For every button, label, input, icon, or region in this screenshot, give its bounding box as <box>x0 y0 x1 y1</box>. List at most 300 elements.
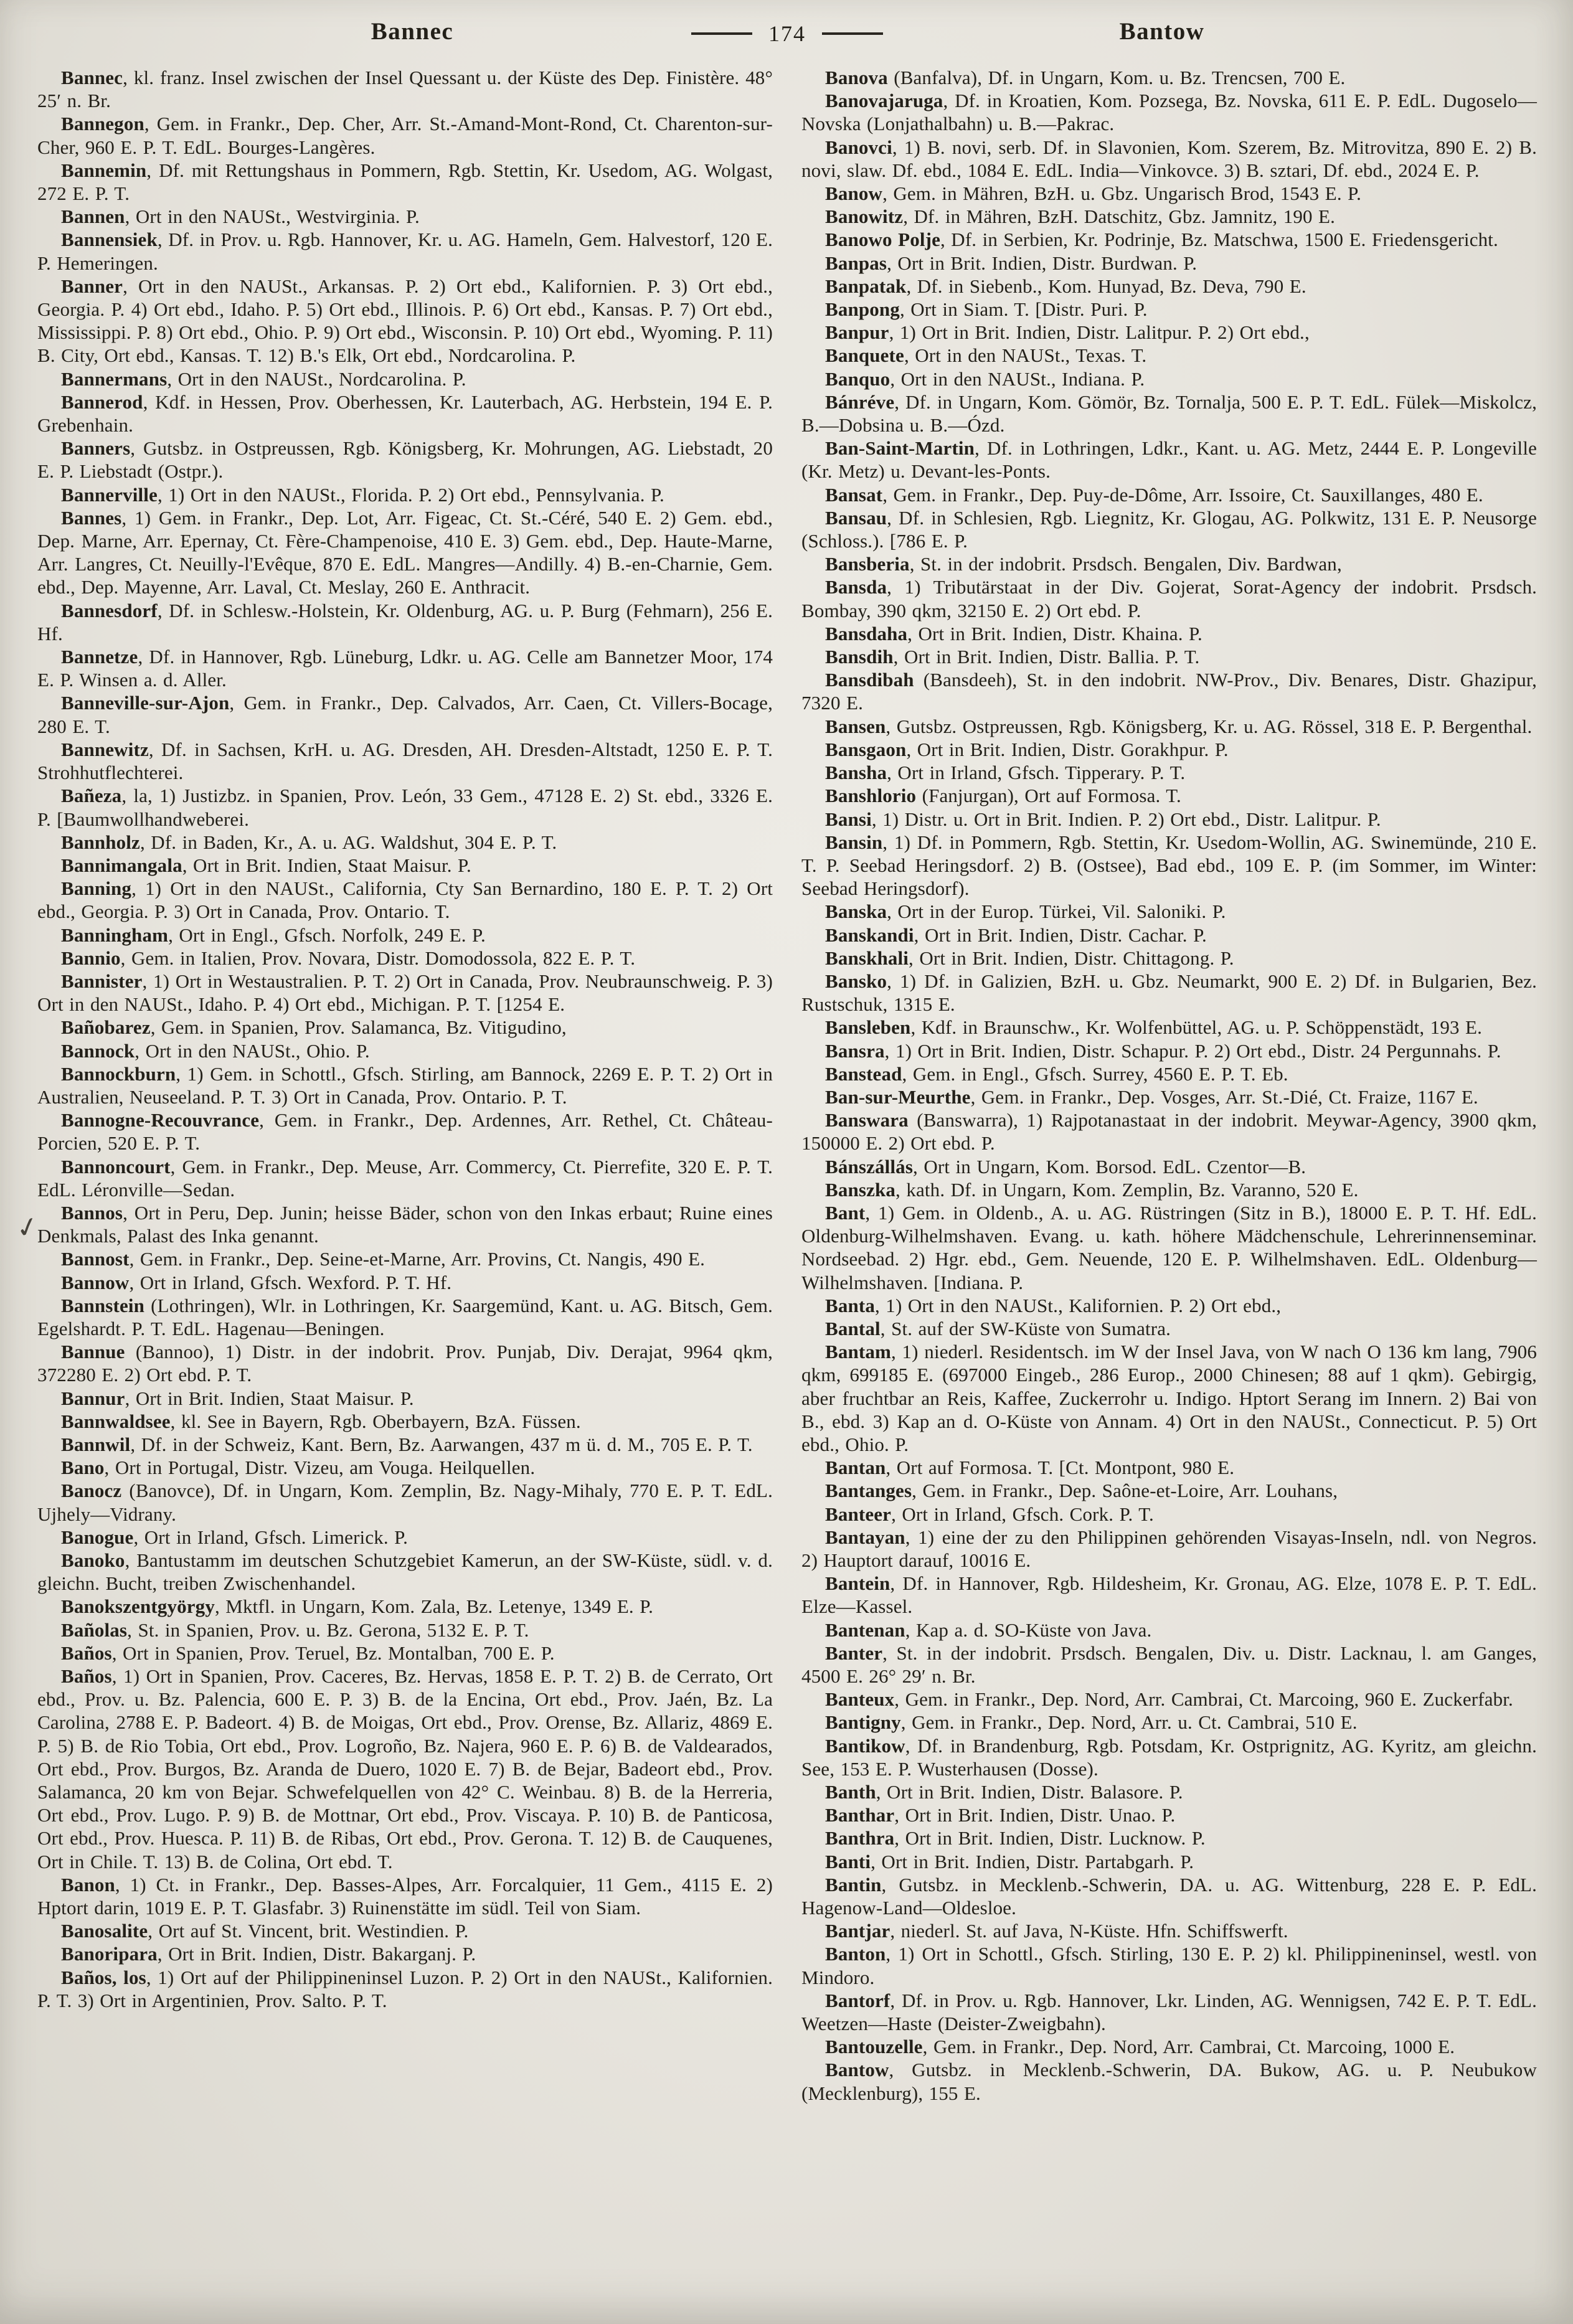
entry-text: , Ort in der Europ. Türkei, Vil. Saloniki. P. <box>887 900 1226 923</box>
entry-text: , 1) Tributärstaat in der Div. Gojerat, Sorat-Agency der indobrit. Prsdsch. Bombay, 390 qkm, 32150 E. 2) Ort ebd. P. <box>801 576 1537 621</box>
entry-text: , St. in der indobrit. Prsdsch. Bengalen, Div. u. Distr. Lacknau, l. am Ganges, 4500 E. 26° 29′ n. Br. <box>801 1641 1537 1688</box>
text-columns <box>37 66 1537 2105</box>
entry-headword: Banteux <box>825 1688 895 1711</box>
dictionary-entry <box>801 1850 1537 1873</box>
entry-text: , Gem. in Frankr., Dep. Nord, Arr. u. Ct. Cambrai, 510 E. <box>900 1711 1358 1734</box>
entry-text: , Gutsbz. in Mecklenb.-Schwerin, DA. Bukow, AG. u. P. Neubukow (Mecklenburg), 155 E. <box>801 2059 1537 2104</box>
entry-text: , Ort in Brit. Indien, Distr. Chittagong. P. <box>909 947 1234 969</box>
entry-headword: Banth <box>825 1781 876 1803</box>
entry-headword: Bañolas <box>61 1618 128 1641</box>
dictionary-entry <box>37 784 773 830</box>
entry-text: , Gem. in Frankr., Dep. Nord, Arr. Cambrai, Ct. Marcoing, 960 E. Zuckerfabr. <box>894 1688 1513 1711</box>
entry-headword: Banszka <box>825 1178 896 1201</box>
entry-headword: Banovci <box>825 136 892 158</box>
entry-headword: Bannwil <box>61 1433 131 1455</box>
dictionary-entry <box>37 1247 773 1270</box>
entry-text: , Ort auf St. Vincent, brit. Westindien. P. <box>148 1920 469 1942</box>
entry-headword: Banton <box>825 1943 886 1965</box>
entry-text: , 1) eine der zu den Philippinen gehörenden Visayas-Inseln, ndl. von Negros. 2) Hauptort darauf, 10016 E. <box>801 1526 1537 1571</box>
entry-headword: Bantin <box>825 1873 882 1896</box>
dictionary-entry <box>37 645 773 691</box>
dictionary-entry <box>37 1039 773 1062</box>
dictionary-entry <box>37 390 773 437</box>
entry-headword: Bantam <box>825 1341 891 1363</box>
entry-text: , 1) Distr. u. Ort in Brit. Indien. P. 2) Ort ebd., Distr. Lalitpur. P. <box>871 808 1381 830</box>
entry-text: , Df. in Ungarn, Kom. Gömör, Bz. Tornalja, 500 E. P. T. EdL. Fülek—Miskolcz, B.—Dobsina u. B.—Ózd. <box>801 390 1537 437</box>
entry-headword: Bannockburn <box>61 1062 176 1085</box>
entry-headword: Bannes <box>61 506 122 529</box>
entry-headword: Bantow <box>825 2059 889 2081</box>
entry-headword: Bansleben <box>825 1016 911 1039</box>
entry-headword: Banow <box>825 182 883 205</box>
entry-text: , 1) Ort in den NAUSt., California, Cty San Bernardino, 180 E. P. T. 2) Ort ebd., Georgia. P. 3) Ort in Canada, Prov. Ontario. T. <box>37 877 773 923</box>
dictionary-entry <box>37 1433 773 1456</box>
dictionary-entry <box>37 877 773 923</box>
entry-text: , St. in der indobrit. Prsdsch. Bengalen, Div. Bardwan, <box>909 553 1342 575</box>
entry-headword: Banpas <box>825 252 887 274</box>
dictionary-entry <box>801 321 1537 344</box>
entry-text: , Gem. in Mähren, BzH. u. Gbz. Ungarisch Brod, 1543 E. P. <box>882 182 1362 205</box>
running-head <box>37 17 1537 56</box>
entry-headword: Banthar <box>825 1804 895 1826</box>
entry-text: , St. auf der SW-Küste von Sumatra. <box>880 1317 1171 1339</box>
entry-headword: Bansdih <box>825 646 894 668</box>
entry-headword: Bannock <box>61 1039 135 1062</box>
entry-text: , 1) Ort in den NAUSt., Kalifornien. P. 2) Ort ebd., <box>875 1294 1282 1316</box>
entry-headword: Bannio <box>61 947 121 969</box>
entry-headword: Banogue <box>61 1526 134 1548</box>
dictionary-entry <box>801 1108 1537 1155</box>
entry-text: , Ort in Peru, Dep. Junin; heisse Bäder, schon von den Inkas erbaut; Ruine eines Denkmals, Palast des Inka genannt. <box>37 1201 773 1247</box>
entry-headword: Bannos <box>61 1201 123 1224</box>
entry-text: , Gutsbz. in Mecklenb.-Schwerin, DA. u. AG. Wittenburg, 228 E. P. EdL. Hagenow-Land—Oldesloe. <box>801 1873 1537 1919</box>
entry-headword: Banthra <box>825 1827 895 1849</box>
entry-text: , Gem. in Frankr., Dep. Calvados, Arr. Caen, Ct. Villers-Bocage, 280 E. T. <box>37 692 773 737</box>
entry-text: , Ort in Irland, Gfsch. Wexford. P. T. Hf. <box>129 1271 452 1293</box>
entry-headword: Bánréve <box>825 390 895 413</box>
dictionary-entry <box>37 1966 773 2012</box>
entry-text: , Bantustamm im deutschen Schutzgebiet Kamerun, an der SW-Küste, südl. v. d. gleichn. Bucht, treiben Zwischenhandel. <box>37 1549 773 1595</box>
dictionary-entry <box>37 1271 773 1294</box>
entry-headword: Banneville-sur-Ajon <box>61 692 230 714</box>
dictionary-entry <box>801 89 1537 135</box>
entry-text: , Ort in Portugal, Distr. Vizeu, am Vouga. Heilquellen. <box>104 1457 536 1479</box>
dictionary-entry <box>801 483 1537 506</box>
entry-headword: Banquete <box>825 344 904 367</box>
entry-text: , kath. Df. in Ungarn, Kom. Zemplin, Bz. Varanno, 520 E. <box>895 1178 1359 1201</box>
dictionary-entry <box>801 344 1537 367</box>
dictionary-entry <box>37 1410 773 1433</box>
dictionary-entry <box>801 390 1537 437</box>
entry-text: , 1) Df. in Pommern, Rgb. Stettin, Kr. Usedom-Wollin, AG. Swinemünde, 210 E. T. P. Seebad Heringsdorf. 2) B. (Ostsee), Bad ebd., 109 E. P. (im Sommer, im Winter: Seebad Heringsdorf). <box>801 831 1537 900</box>
running-head-left <box>37 17 787 45</box>
dictionary-entry <box>801 1688 1537 1711</box>
dictionary-entry <box>37 1294 773 1340</box>
entry-text: , Df. in Hannover, Rgb. Lüneburg, Ldkr. u. AG. Celle am Bannetzer Moor, 174 E. P. Winsen a. d. Aller. <box>37 646 773 691</box>
entry-headword: Baños <box>61 1665 112 1688</box>
entry-text: , 1) Df. in Galizien, BzH. u. Gbz. Neumarkt, 900 E. 2) Df. in Bulgarien, Bez. Rustschuk, 1315 E. <box>801 970 1537 1016</box>
entry-headword: Banskandi <box>825 923 914 946</box>
entry-headword: Banta <box>825 1294 875 1316</box>
dictionary-entry <box>801 1479 1537 1502</box>
entry-text: , 1) Ort in den NAUSt., Florida. P. 2) Ort ebd., Pennsylvania. P. <box>157 483 664 506</box>
entry-headword: Bannec <box>61 67 123 88</box>
dictionary-entry <box>801 900 1537 923</box>
dictionary-entry <box>801 1456 1537 1479</box>
dictionary-entry <box>37 970 773 1016</box>
entry-headword: Banowo Polje <box>825 229 940 251</box>
entry-headword: Bansat <box>825 483 883 506</box>
entry-headword: Bannegon <box>61 113 144 135</box>
dictionary-entry <box>801 575 1537 621</box>
entry-headword: Bant <box>825 1201 866 1224</box>
entry-text: , Ort in Brit. Indien, Distr. Burdwan. P. <box>887 252 1197 274</box>
dictionary-entry <box>801 1942 1537 1988</box>
dictionary-entry <box>37 1456 773 1479</box>
dictionary-entry <box>37 205 773 228</box>
dictionary-entry <box>801 1572 1537 1618</box>
entry-headword: Bansdaha <box>825 622 908 645</box>
entry-headword: Bansberia <box>825 553 910 575</box>
entry-text: , Ort in den NAUSt., Westvirginia. P. <box>125 205 420 228</box>
dictionary-entry <box>37 1919 773 1942</box>
dictionary-entry <box>37 367 773 390</box>
dictionary-entry <box>801 1294 1537 1317</box>
entry-text: , Ort in den NAUSt., Nordcarolina. P. <box>167 367 466 390</box>
dictionary-entry <box>37 1618 773 1641</box>
entry-text: , St. in Spanien, Prov. u. Bz. Gerona, 5132 E. P. T. <box>127 1618 529 1641</box>
right-column <box>801 66 1537 2105</box>
entry-headword: Bannimangala <box>61 854 182 876</box>
dictionary-entry <box>37 1387 773 1410</box>
entry-text: (Bansdeeh), St. in den indobrit. NW-Prov., Div. Benares, Distr. Ghazipur, 7320 E. <box>801 669 1537 714</box>
entry-headword: Bantanges <box>825 1480 912 1502</box>
dictionary-entry <box>801 1503 1537 1526</box>
dictionary-entry <box>37 1873 773 1919</box>
entry-text: , Ort in den NAUSt., Indiana. P. <box>890 367 1145 390</box>
entry-text: , 1) Ct. in Frankr., Dep. Basses-Alpes, Arr. Forcalquier, 11 Gem., 4115 E. 2) Hptort darin, 1019 E. P. T. Glasfabr. 3) Ruinenstätte im südl. Teil von Siam. <box>37 1873 773 1919</box>
entry-headword: Banpatak <box>825 275 907 297</box>
entry-text: , Ort in Engl., Gfsch. Norfolk, 249 E. P. <box>168 923 486 946</box>
dictionary-entry <box>801 668 1537 714</box>
dictionary-entry <box>801 970 1537 1016</box>
left-rule <box>691 32 752 35</box>
entry-text: , Ort in Brit. Indien, Distr. Khaina. P. <box>907 622 1202 645</box>
dictionary-entry <box>801 2035 1537 2058</box>
entry-headword: Bañeza <box>61 785 122 807</box>
entry-headword: Bannur <box>61 1387 125 1409</box>
entry-text: , kl. franz. Insel zwischen der Insel Quessant u. der Küste des Dep. Finistère. 48° 25′ n. Br. <box>37 67 773 112</box>
dictionary-entry <box>37 923 773 947</box>
entry-headword: Banning <box>61 877 132 900</box>
entry-headword: Bantigny <box>825 1711 901 1734</box>
entry-headword: Bánszállás <box>825 1155 914 1178</box>
entry-text: , Ort in Brit. Indien, Distr. Unao. P. <box>894 1804 1176 1826</box>
entry-text: , Ort in Brit. Indien, Distr. Balasore. P. <box>876 1781 1183 1803</box>
entry-text: , 1) niederl. Residentsch. im W der Insel Java, von W nach O 136 km lang, 7906 qkm, 699185 E. (697000 Eingeb., 286 Europ., 2000 Chinesen; 88 auf 1 qkm). Gebirgig, aber fruchtbar an Reis, Kaffee, Zuckerrohr u. Indigo. Hptort Serang im Innern. 2) Bai von B., ebd. 3) Kap an d. O-Küste von Annam. 4) Ort in den NAUSt., Connecticut. P. 5) Ort ebd., Ohio. P. <box>801 1341 1537 1455</box>
dictionary-entry <box>37 159 773 205</box>
entry-text: , Df. in Siebenb., Kom. Hunyad, Bz. Deva, 790 E. <box>906 275 1306 297</box>
entry-text: , 1) Ort in Westaustralien. P. T. 2) Ort in Canada, Prov. Neubraunschweig. P. 3) Ort in den NAUSt., Idaho. P. 4) Ort ebd., Michigan. P. T. [1254 E. <box>37 970 773 1016</box>
entry-text: , Kdf. in Braunschw., Kr. Wolfenbüttel, AG. u. P. Schöppenstädt, 193 E. <box>910 1016 1483 1039</box>
entry-text: , Mktfl. in Ungarn, Kom. Zala, Bz. Letenye, 1349 E. P. <box>214 1595 654 1618</box>
entry-text: , Df. in Baden, Kr., A. u. AG. Waldshut, 304 E. P. T. <box>139 831 557 853</box>
entry-text: , Gutsbz. Ostpreussen, Rgb. Königsberg, Kr. u. AG. Rössel, 318 E. P. Bergenthal. <box>886 715 1533 737</box>
entry-headword: Bañobarez <box>61 1016 151 1039</box>
entry-text: , Df. in Hannover, Rgb. Hildesheim, Kr. Gronau, AG. Elze, 1078 E. P. T. EdL. Elze—Kassel. <box>801 1572 1537 1618</box>
dictionary-entry <box>37 1641 773 1665</box>
entry-headword: Bannemin <box>61 159 147 181</box>
entry-text: , Ort in Brit. Indien, Distr. Gorakhpur. P. <box>906 738 1229 760</box>
entry-headword: Banovajaruga <box>825 90 943 112</box>
dictionary-entry <box>801 923 1537 947</box>
entry-headword: Ban-sur-Meurthe <box>825 1085 971 1108</box>
entry-headword: Bantenan <box>825 1618 905 1641</box>
dictionary-entry <box>801 437 1537 483</box>
entry-headword: Bantouzelle <box>825 2036 923 2058</box>
dictionary-entry <box>801 738 1537 761</box>
dictionary-entry <box>801 228 1537 251</box>
dictionary-entry <box>801 1178 1537 1201</box>
entry-text: , la, 1) Justizbz. in Spanien, Prov. León, 33 Gem., 47128 E. 2) St. ebd., 3326 E. P. [Baumwollhandweberei. <box>37 785 773 830</box>
entry-headword: Bannue <box>61 1341 125 1363</box>
dictionary-entry <box>801 1826 1537 1849</box>
entry-text: , Df. in Mähren, BzH. Datschitz, Gbz. Jamnitz, 190 E. <box>903 205 1336 228</box>
page-number: 174 <box>768 21 806 46</box>
entry-text: , Ort in Siam. T. [Distr. Puri. P. <box>899 298 1148 321</box>
dictionary-entry <box>37 1479 773 1525</box>
entry-headword: Bannesdorf <box>61 599 158 621</box>
entry-text: , Ort in Brit. Indien, Distr. Partabgarh. P. <box>871 1850 1194 1873</box>
entry-headword: Ban-Saint-Martin <box>825 437 975 460</box>
entry-text: (Banswarra), 1) Rajpotanastaat in der indobrit. Meywar-Agency, 3900 qkm, 150000 E. 2) Ort ebd. P. <box>801 1109 1537 1155</box>
entry-text: , Gem. in Frankr., Dep. Vosges, Arr. St.-Dié, Ct. Fraize, 1167 E. <box>970 1085 1478 1108</box>
first-headword-of-page: Bannec <box>371 18 454 45</box>
entry-headword: Banoko <box>61 1549 125 1571</box>
entry-headword: Banocz <box>61 1480 122 1502</box>
entry-headword: Bannetze <box>61 646 138 668</box>
entry-headword: Baños <box>61 1641 112 1664</box>
entry-headword: Banpur <box>825 321 889 344</box>
entry-text: , Df. in Lothringen, Ldkr., Kant. u. AG. Metz, 2444 E. P. Longeville (Kr. Metz) u. Devant-les-Ponts. <box>801 437 1537 483</box>
entry-headword: Bannister <box>61 970 143 992</box>
dictionary-entry <box>37 691 773 737</box>
entry-headword: Banti <box>825 1850 871 1873</box>
dictionary-entry <box>801 1526 1537 1572</box>
entry-text: , Gem. in Frankr., Dep. Cher, Arr. St.-Amand-Mont-Rond, Ct. Charenton-sur-Cher, 960 E. P. T. EdL. Bourges-Langères. <box>37 113 773 158</box>
entry-text: , Kap a. d. SO-Küste von Java. <box>905 1618 1152 1641</box>
dictionary-entry <box>37 1201 773 1247</box>
entry-text: , Ort in Brit. Indien, Distr. Lucknow. P. <box>894 1827 1206 1849</box>
dictionary-entry <box>801 1317 1537 1340</box>
entry-headword: Bannoncourt <box>61 1155 171 1178</box>
entry-text: , Gem. in Frankr., Dep. Meuse, Arr. Commercy, Ct. Pierrefite, 320 E. P. T. EdL. Léronville—Sedan. <box>37 1155 773 1201</box>
dictionary-entry <box>801 275 1537 298</box>
dictionary-entry <box>801 136 1537 182</box>
entry-text: , Gem. in Spanien, Prov. Salamanca, Bz. Vitigudino, <box>150 1016 567 1039</box>
dictionary-entry <box>801 1803 1537 1826</box>
entry-headword: Bannewitz <box>61 738 149 760</box>
dictionary-entry <box>801 552 1537 575</box>
dictionary-entry <box>801 645 1537 668</box>
entry-text: , 1) Ort in Schottl., Gfsch. Stirling, 130 E. P. 2) kl. Philippineninsel, westl. von Mindoro. <box>801 1943 1537 1988</box>
dictionary-entry <box>801 182 1537 205</box>
dictionary-entry <box>801 1873 1537 1919</box>
entry-headword: Bansdibah <box>825 669 914 691</box>
dictionary-entry <box>801 1201 1537 1294</box>
entry-text: , Df. in Serbien, Kr. Podrinje, Bz. Matschwa, 1500 E. Friedensgericht. <box>940 229 1498 251</box>
dictionary-entry <box>37 1665 773 1873</box>
entry-text: , Ort in den NAUSt., Ohio. P. <box>135 1039 370 1062</box>
entry-headword: Banners <box>61 437 131 460</box>
entry-headword: Bannow <box>61 1271 130 1293</box>
entry-headword: Bantein <box>825 1572 890 1595</box>
entry-text: , Gutsbz. in Ostpreussen, Rgb. Königsberg, Kr. Mohrungen, AG. Liebstadt, 20 E. P. Liebstadt (Ostpr.). <box>37 437 773 483</box>
entry-headword: Banosalite <box>61 1920 148 1942</box>
last-headword-of-page: Bantow <box>1119 18 1205 45</box>
entry-text: , Ort in Brit. Indien, Distr. Bakarganj. P. <box>157 1943 476 1965</box>
entry-headword: Bano <box>61 1457 105 1479</box>
entry-text: , Ort in Spanien, Prov. Teruel, Bz. Montalban, 700 E. P. <box>111 1641 555 1664</box>
entry-text: , Gem. in Engl., Gfsch. Surrey, 4560 E. P. T. Eb. <box>902 1062 1288 1085</box>
dictionary-entry <box>37 1595 773 1618</box>
entry-text: , Ort in den NAUSt., Arkansas. P. 2) Ort ebd., Kalifornien. P. 3) Ort ebd., Georgia. P. 4) Ort ebd., Idaho. P. 5) Ort ebd., Illinois. P. 6) Ort ebd., Kansas. P. 7) Ort ebd., Mississippi. P. 8) Ort ebd., Ohio. P. 9) Ort ebd., Wisconsin. P. 10) Ort ebd., Wyoming. P. 11) B. City, Ort ebd., Kansas. T. 12) B.'s Elk, Ort ebd., Nordcarolina. P. <box>37 275 773 367</box>
entry-headword: Bannwaldsee <box>61 1410 171 1432</box>
entry-text: , Df. in Schlesien, Rgb. Liegnitz, Kr. Glogau, AG. Polkwitz, 131 E. P. Neusorge (Schloss.). [786 E. P. <box>801 506 1537 552</box>
entry-headword: Bannogne-Recouvrance <box>61 1109 260 1131</box>
entry-headword: Banova <box>825 67 888 88</box>
dictionary-entry <box>801 205 1537 228</box>
entry-text: , Gem. in Frankr., Dep. Puy-de-Dôme, Arr. Issoire, Ct. Sauxillanges, 480 E. <box>882 483 1483 506</box>
dictionary-entry <box>801 1618 1537 1641</box>
dictionary-entry <box>37 1155 773 1201</box>
entry-headword: Banowitz <box>825 205 904 228</box>
entry-headword: Banter <box>825 1641 883 1664</box>
entry-headword: Bannen <box>61 205 125 228</box>
entry-text: (Banovce), Df. in Ungarn, Kom. Zemplin, Bz. Nagy-Mihaly, 770 E. P. T. EdL. Ujhely—Vidrany. <box>37 1480 773 1525</box>
dictionary-entry <box>37 854 773 877</box>
dictionary-entry <box>37 112 773 158</box>
entry-headword: Banska <box>825 900 887 923</box>
entry-text: , Df. in Schlesw.-Holstein, Kr. Oldenburg, AG. u. P. Burg (Fehmarn), 256 E. Hf. <box>37 599 773 645</box>
dictionary-entry <box>37 1526 773 1549</box>
entry-headword: Bannholz <box>61 831 140 853</box>
entry-headword: Bannost <box>61 1248 130 1270</box>
entry-headword: Bansha <box>825 762 887 784</box>
dictionary-entry <box>37 947 773 970</box>
dictionary-entry <box>37 228 773 274</box>
pencil-margin-mark: ✓ <box>12 1210 43 1245</box>
dictionary-entry <box>801 1734 1537 1780</box>
entry-headword: Bantayan <box>825 1526 905 1548</box>
entry-headword: Bannerville <box>61 483 158 506</box>
entry-headword: Banokszentgyörgy <box>61 1595 215 1618</box>
dictionary-entry <box>801 1989 1537 2035</box>
dictionary-entry <box>801 1039 1537 1062</box>
dictionary-entry <box>801 1711 1537 1734</box>
entry-headword: Banoripara <box>61 1943 158 1965</box>
entry-text: , 1) Ort in Brit. Indien, Distr. Lalitpur. P. 2) Ort ebd., <box>889 321 1310 344</box>
entry-headword: Bansra <box>825 1039 885 1062</box>
dictionary-entry <box>801 66 1537 89</box>
dictionary-entry <box>801 622 1537 645</box>
entry-headword: Bansgaon <box>825 738 907 760</box>
entry-text: , niederl. St. auf Java, N-Küste. Hfn. Schiffswerft. <box>890 1920 1288 1942</box>
entry-text: , Df. in Kroatien, Kom. Pozsega, Bz. Novska, 611 E. P. EdL. Dugoselo—Novska (Lonjathalbahn) u. B.—Pakrac. <box>801 90 1537 135</box>
entry-headword: Banshlorio <box>825 785 917 807</box>
dictionary-entry <box>801 784 1537 807</box>
entry-text: , 1) Gem. in Schottl., Gfsch. Stirling, am Bannock, 2269 E. P. T. 2) Ort in Australien, Neuseeland. P. T. 3) Ort in Canada, Prov. Ontario. P. T. <box>37 1062 773 1108</box>
entry-text: , 1) B. novi, serb. Df. in Slavonien, Kom. Szerem, Bz. Mitrovitza, 890 E. 2) B. novi, slaw. Df. ebd., 1084 E. EdL. India—Vinkovce. 3) B. sztari, Df. ebd., 2024 E. P. <box>801 136 1537 181</box>
entry-text: , Ort auf Formosa. T. [Ct. Montpont, 980 E. <box>886 1457 1235 1479</box>
entry-text: , Gem. in Frankr., Dep. Saône-et-Loire, Arr. Louhans, <box>912 1480 1338 1502</box>
entry-headword: Bansau <box>825 506 887 529</box>
entry-headword: Banteer <box>825 1503 892 1525</box>
dictionary-entry <box>37 738 773 784</box>
entry-headword: Bantjar <box>825 1920 890 1942</box>
entry-headword: Bansi <box>825 808 872 830</box>
left-column <box>37 66 773 2105</box>
entry-headword: Bansda <box>825 576 887 598</box>
dictionary-entry <box>37 66 773 112</box>
entry-text: , Gem. in Frankr., Dep. Ardennes, Arr. Rethel, Ct. Château-Porcien, 520 E. P. T. <box>37 1109 773 1155</box>
entry-headword: Baños, los <box>61 1966 146 1988</box>
entry-headword: Bansko <box>825 970 887 992</box>
entry-text: , 1) Ort in Brit. Indien, Distr. Schapur. P. 2) Ort ebd., Distr. 24 Pergunnahs. P. <box>884 1039 1501 1062</box>
dictionary-entry <box>37 1062 773 1108</box>
entry-headword: Bannensiek <box>61 229 158 251</box>
entry-headword: Banpong <box>825 298 900 321</box>
dictionary-entry <box>801 506 1537 552</box>
entry-text: (Banfalva), Df. in Ungarn, Kom. u. Bz. Trencsen, 700 E. <box>887 67 1346 88</box>
dictionary-entry <box>801 1085 1537 1108</box>
dictionary-entry <box>37 1108 773 1155</box>
dictionary-entry <box>801 1919 1537 1942</box>
dictionary-entry <box>37 483 773 506</box>
entry-text: , Gem. in Frankr., Dep. Seine-et-Marne, Arr. Provins, Ct. Nangis, 490 E. <box>129 1248 706 1270</box>
dictionary-entry <box>37 1340 773 1386</box>
entry-text: , Df. in Sachsen, KrH. u. AG. Dresden, AH. Dresden-Altstadt, 1250 E. P. T. Strohhutflechterei. <box>37 738 773 784</box>
entry-text: , 1) Gem. in Frankr., Dep. Lot, Arr. Figeac, Ct. St.-Céré, 540 E. 2) Gem. ebd., Dep. Marne, Arr. Epernay, Ct. Fère-Champenoise, 410 E. 3) Gem. ebd., Dep. Haute-Marne, Arr. Langres, Ct. Neuilly-l'Evêque, 870 E. EdL. Mangres—Andilly. 4) B.-en-Charnie, Gem. ebd., Dep. Mayenne, Arr. Laval, Ct. Meslay, 260 E. Anthracit. <box>37 506 773 598</box>
entry-headword: Banningham <box>61 923 169 946</box>
entry-text: , Gem. in Frankr., Dep. Nord, Arr. Cambrai, Ct. Marcoing, 1000 E. <box>922 2036 1455 2058</box>
entry-headword: Bantal <box>825 1317 881 1339</box>
dictionary-entry <box>801 761 1537 784</box>
dictionary-entry <box>801 1641 1537 1688</box>
entry-headword: Banner <box>61 275 123 297</box>
dictionary-entry <box>801 831 1537 900</box>
entry-text: (Bannoo), 1) Distr. in der indobrit. Prov. Punjab, Div. Derajat, 9964 qkm, 372280 E. 2) Ort ebd. P. T. <box>37 1341 773 1386</box>
entry-headword: Bantikow <box>825 1734 905 1757</box>
entry-text: , Ort in Irland, Gfsch. Tipperary. P. T. <box>887 762 1186 784</box>
entry-headword: Banstead <box>825 1062 902 1085</box>
dictionary-entry <box>801 367 1537 390</box>
entry-headword: Bantorf <box>825 1989 890 2011</box>
entry-text: , Ort in Ungarn, Kom. Borsod. EdL. Czentor—B. <box>913 1155 1306 1178</box>
dictionary-entry <box>37 1016 773 1039</box>
dictionary-entry <box>37 275 773 367</box>
dictionary-entry <box>801 2058 1537 2104</box>
entry-headword: Bannstein <box>61 1294 145 1316</box>
entry-text: , Df. in Prov. u. Rgb. Hannover, Kr. u. AG. Hameln, Gem. Halvestorf, 120 E. P. Hemeringen. <box>37 229 773 274</box>
dictionary-entry <box>801 808 1537 831</box>
entry-text: (Fanjurgan), Ort auf Formosa. T. <box>916 785 1181 807</box>
entry-headword: Bannermans <box>61 367 168 390</box>
entry-headword: Banswara <box>825 1109 909 1131</box>
entry-text: , Ort in Brit. Indien, Staat Maisur. P. <box>182 854 471 876</box>
entry-text: (Lothringen), Wlr. in Lothringen, Kr. Saargemünd, Kant. u. AG. Bitsch, Gem. Egelshardt. P. T. EdL. Hagenau—Beningen. <box>37 1294 773 1339</box>
dictionary-entry <box>801 1780 1537 1803</box>
